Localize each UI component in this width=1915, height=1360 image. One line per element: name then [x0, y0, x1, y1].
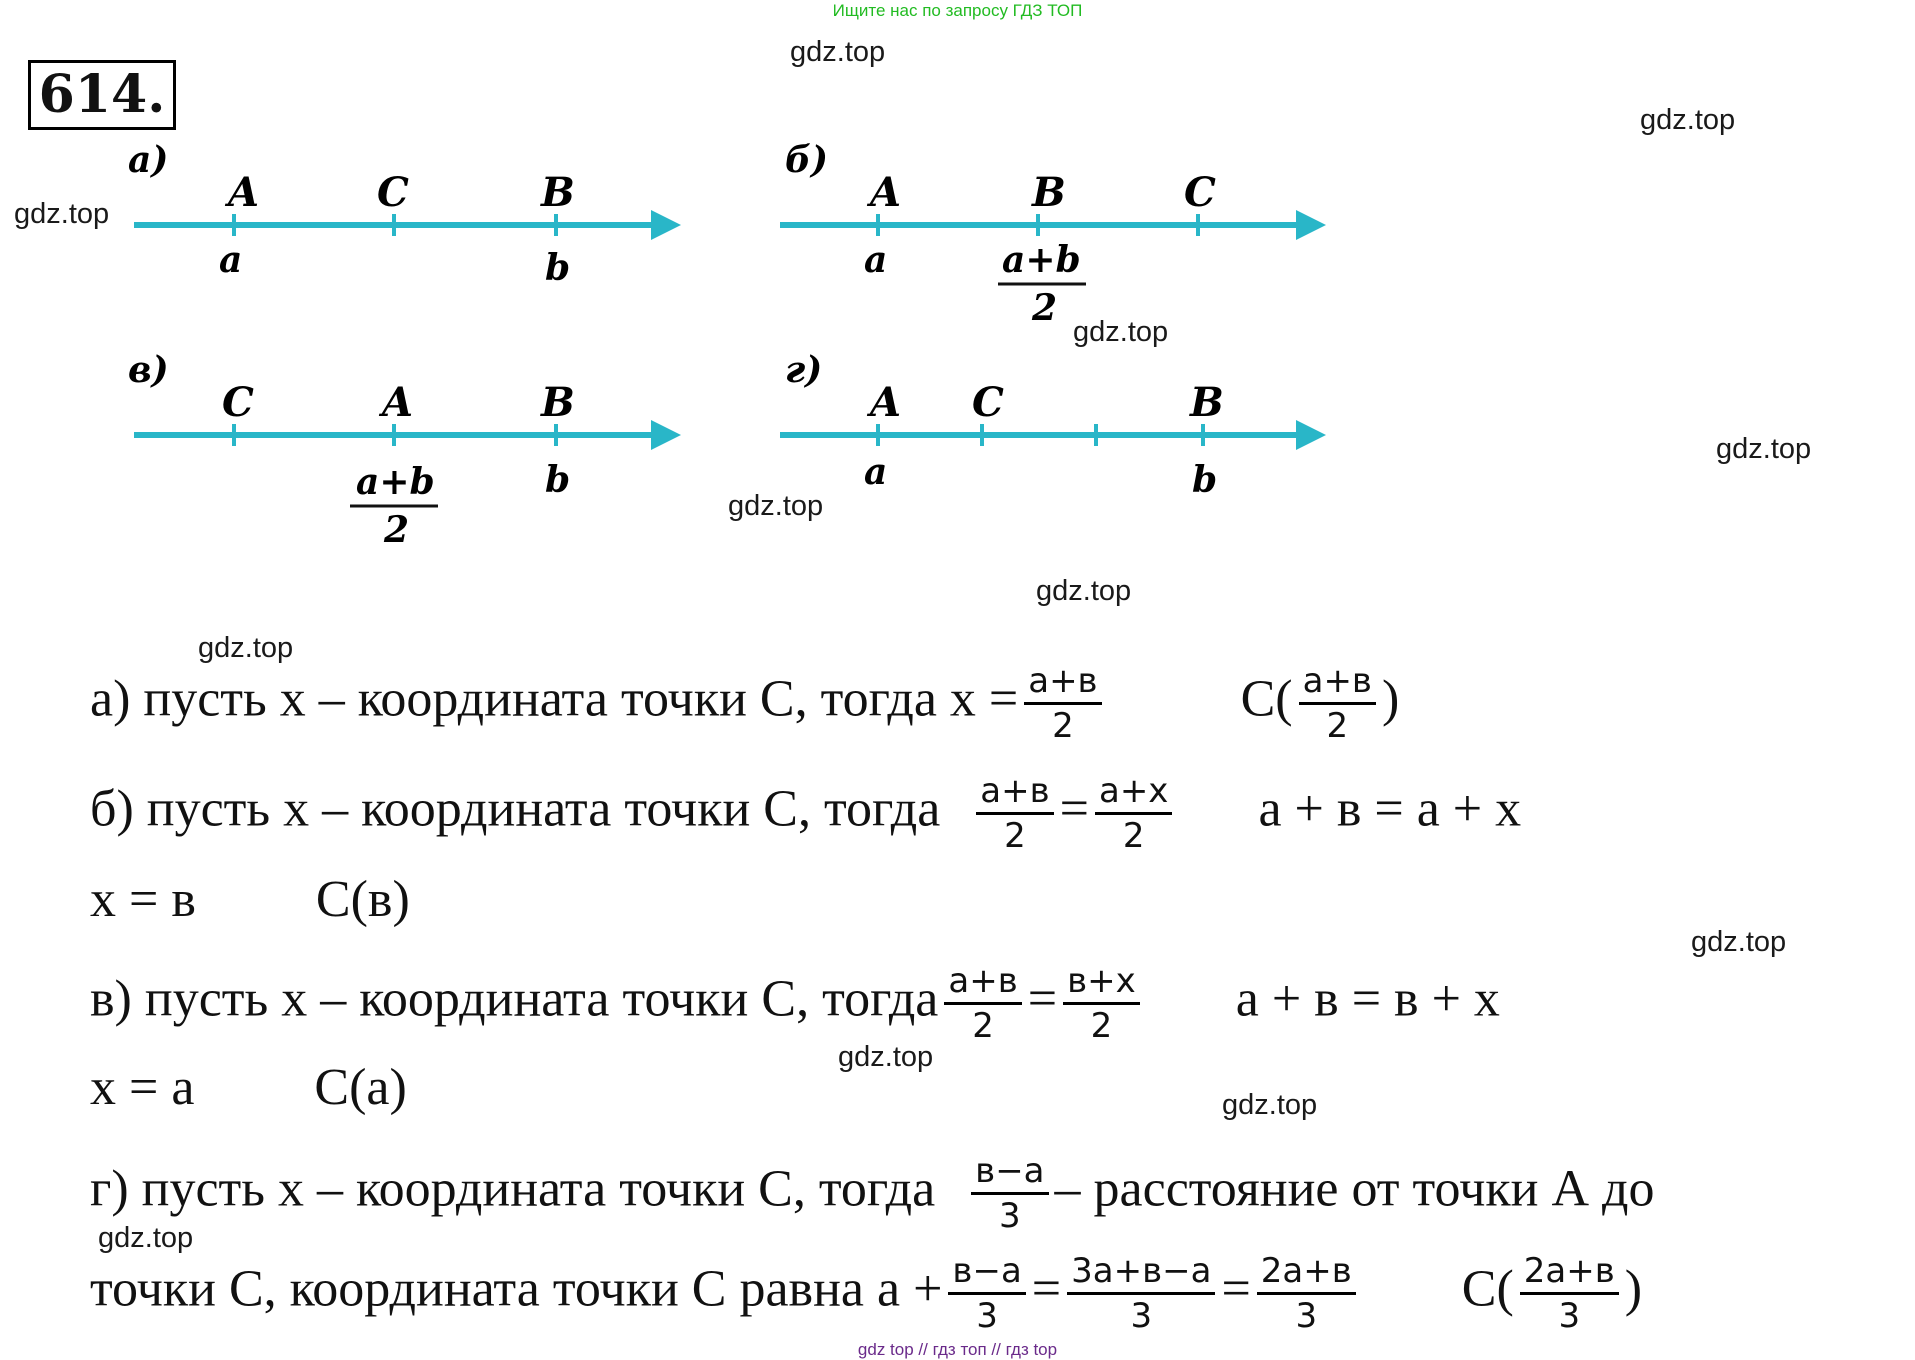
watermark: gdz.top — [1640, 104, 1736, 136]
coordinate-label: b — [545, 247, 571, 289]
coordinate-num: a+b — [1002, 239, 1081, 281]
figure-g — [780, 349, 1320, 501]
figure-label: г) — [785, 349, 823, 391]
figure-v — [128, 349, 675, 551]
solution-g: г) пусть х – координата точки С, тогда $\frac{в-а}{3}$ – расстояние от точки А до — [90, 1151, 1655, 1236]
watermark: gdz.top — [98, 1222, 194, 1254]
watermark: gdz.top — [1222, 1089, 1318, 1121]
coordinate-num: a+b — [356, 461, 435, 503]
watermark: gdz.top — [1073, 316, 1169, 348]
watermark: gdz.top — [728, 490, 824, 522]
watermark: gdz.top — [1691, 926, 1787, 958]
coordinate-label: a — [219, 239, 243, 281]
point-label: B — [541, 169, 575, 216]
solution-g-continued: точки С, координата точки С равна а + $\frac{в-а}{3}$ = $\frac{3а+в-а}{3}$ = $\frac{2а+в}{3}$ С( $\frac{2а+в}{3}$ ) — [90, 1251, 1643, 1336]
solution-v: в) пусть х – координата точки С, тогда $\frac{а+в}{2}$ = $\frac{в+х}{2}$ а + в = в + х — [90, 961, 1500, 1046]
solution-v-result: х = а С(а) — [90, 1059, 407, 1116]
footer-note: gdz top // гдз топ // гдз top — [857, 1340, 1058, 1359]
watermark: gdz.top — [790, 36, 886, 68]
figure-b — [780, 139, 1320, 329]
point-label: A — [382, 379, 414, 426]
watermark: gdz.top — [1716, 433, 1812, 465]
watermark: gdz.top — [198, 632, 294, 664]
figure-label: а) — [128, 139, 169, 181]
point-label: C — [972, 379, 1004, 426]
point-label: A — [870, 379, 902, 426]
figure-a — [128, 139, 675, 289]
point-label: A — [228, 169, 260, 216]
point-label: C — [222, 379, 254, 426]
number-line-figures — [0, 0, 1915, 580]
solution-b: б) пусть х – координата точки С, тогда $\frac{а+в}{2}$ = $\frac{а+х}{2}$ а + в = а + х — [90, 771, 1522, 856]
top-search-note: Ищите нас по запросу ГДЗ ТОП — [832, 1, 1083, 20]
point-label: B — [1032, 169, 1066, 216]
watermark: gdz.top — [838, 1041, 934, 1073]
point-label: C — [377, 169, 409, 216]
coordinate-label: a — [864, 451, 888, 493]
figure-label: б) — [785, 139, 829, 181]
point-label: A — [870, 169, 902, 216]
solution-a: а) пусть х – координата точки С, тогда х = $\frac{а+в}{2}$ С( $\frac{а+в}{2}$ ) — [90, 661, 1400, 746]
solution-b-result: х = в С(в) — [90, 871, 410, 928]
figure-label: в) — [128, 349, 169, 391]
watermark: gdz.top — [1036, 575, 1132, 607]
coordinate-label: b — [545, 459, 571, 501]
coordinate-den: 2 — [384, 509, 410, 551]
problem-number: 614. — [28, 60, 176, 130]
watermark: gdz.top — [14, 198, 110, 230]
point-label: C — [1184, 169, 1216, 216]
coordinate-label: a — [864, 239, 888, 281]
point-label: B — [541, 379, 575, 426]
coordinate-label: b — [1192, 459, 1218, 501]
point-label: B — [1190, 379, 1224, 426]
coordinate-den: 2 — [1032, 287, 1058, 329]
